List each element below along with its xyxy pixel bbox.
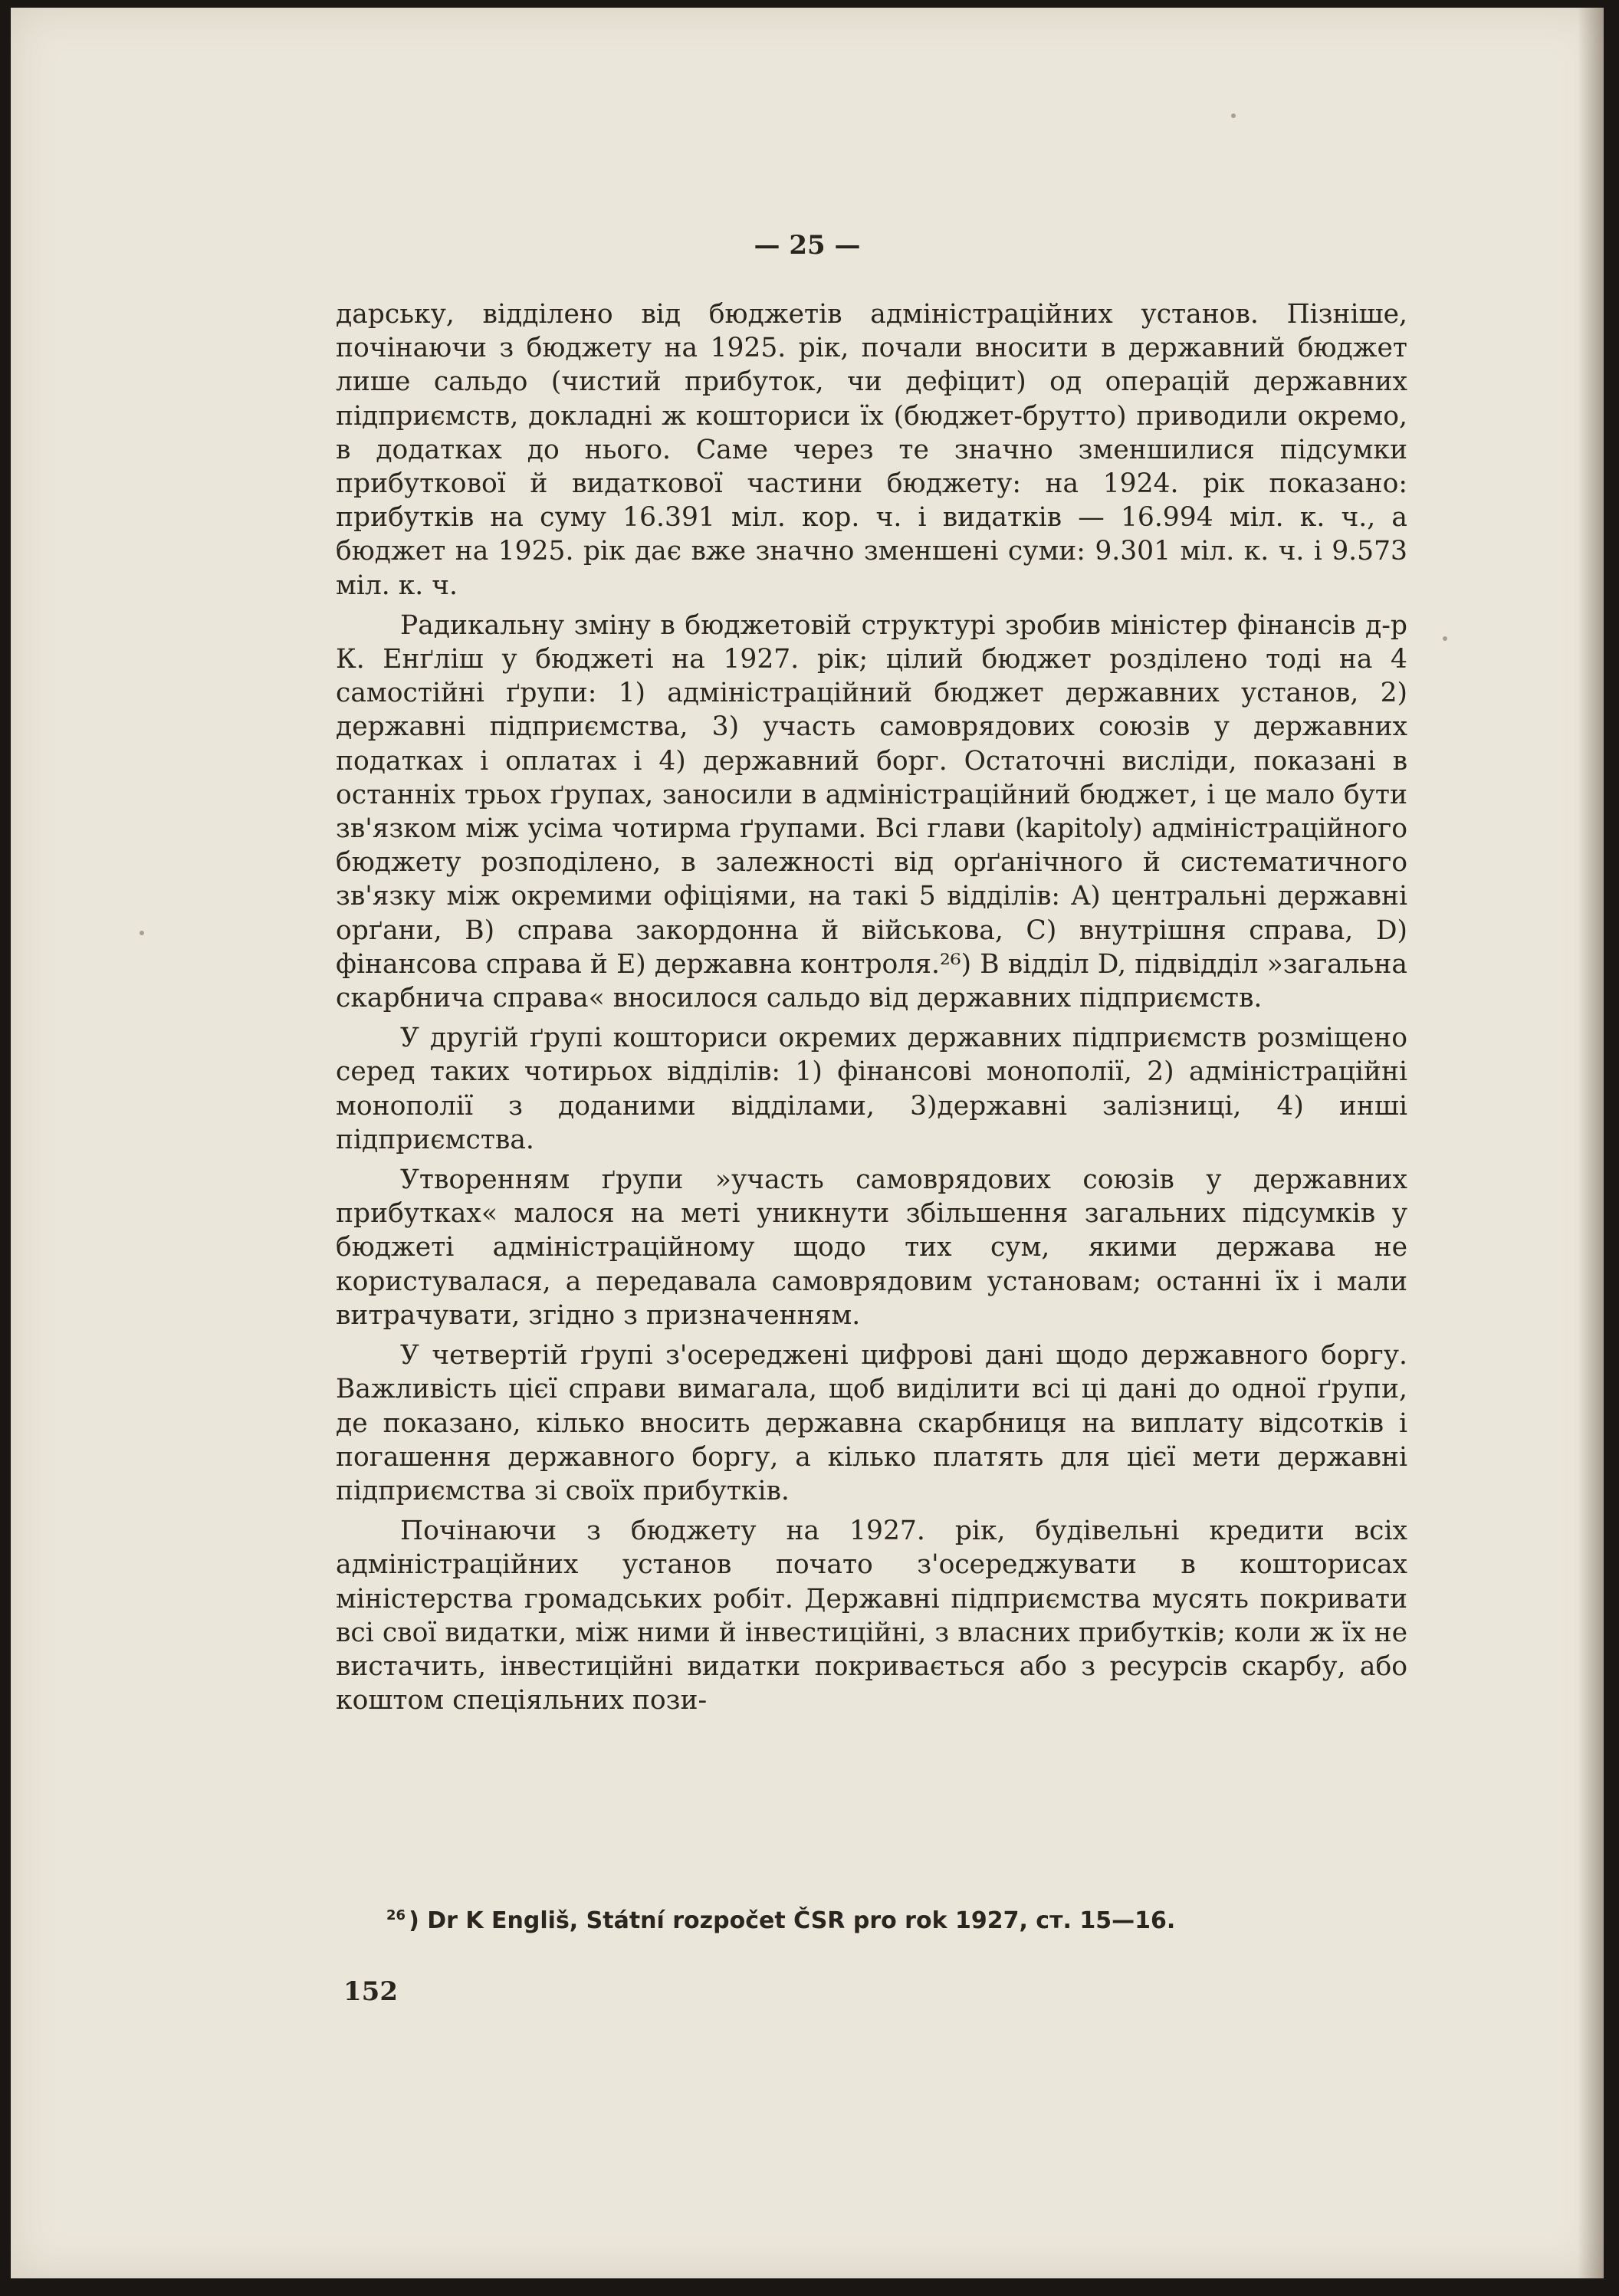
paragraph: дарську, відділено від бюджетів адміністраційних установ. Пізніше, почінаючи з бюджету на 1925. рік, почали вносити в державний бюджет лише сальдо (чистий прибуток, чи дефіцит) од операцій державних підприємств, докладні ж кошториси їх (бюджет-брутто) приводили окремо, в додатках до нього. Саме через те значно зменшилися підсумки прибуткової й видаткової частини бюджету: на 1924. рік показано: прибутків на суму 16.391 міл. кор. ч. і видатків — 16.994 міл. к. ч., а бюджет на 1925. рік дає вже значно зменшені суми: 9.301 міл. к. ч. і 9.573 міл. к. ч. xyxy=(336,299,1407,601)
paper-speck xyxy=(140,931,144,935)
paragraph: Утворенням ґрупи »участь самоврядових союзів у державних прибутках« малося на меті уникнути збільшення загальних підсумків у бюджеті адміністраційному щодо тих сум, якими держава не користувалася, а передавала самоврядовим установам; останні їх і мали витрачувати, згідно з призначенням. xyxy=(336,1164,1407,1331)
paragraph: У четвертій ґрупі з'осереджені цифрові дані щодо державного боргу. Важливість цієї справи вимагала, щоб виділити всі ці дані до одної ґрупи, де показано, кілько вносить державна скарбниця на виплату відсотків і погашення державного боргу, а кілько платять для цієї мети державні підприємства зі своїх прибутків. xyxy=(336,1340,1407,1506)
body-text xyxy=(336,297,1407,1723)
binding-shadow xyxy=(1578,8,1604,2278)
paper-speck xyxy=(1231,113,1236,118)
scanned-page xyxy=(11,8,1604,2278)
footnote-text: ) Dr K Engliš, Státní rozpočet ČSR pro rok 1927, ст. 15—16. xyxy=(409,1907,1176,1934)
footnote xyxy=(386,1907,1175,1934)
paragraph: Почінаючи з бюджету на 1927. рік, будівельні кредити всіх адміністраційних установ почато з'осереджувати в кошторисах міністерства громадських робіт. Державні підприємства мусять покривати всі свої видатки, між ними й інвестиційні, з власних прибутків; коли ж їх не вистачить, інвестиційні видатки покривається або з ресурсів скарбу, або коштом спеціяльних пози- xyxy=(336,1516,1407,1716)
paragraph: У другій ґрупі кошториси окремих державних підприємств розміщено серед таких чотирьох відділів: 1) фінансові монополії, 2) адміністраційні монополії з доданими відділами, 3)державні залізниці, 4) инші підприємства. xyxy=(336,1023,1407,1155)
paragraph: Радикальну зміну в бюджетовій структурі зробив міністер фінансів д-р К. Енґліш у бюджеті на 1927. рік; цілий бюджет розділено тоді на 4 самостійні ґрупи: 1) адміністраційний бюджет державних установ, 2) державні підприємства, 3) участь самоврядових союзів у державних податках і оплатах і 4) державний борг. Остаточні висліди, показані в останніх трьох ґрупах, заносили в адміністраційний бюджет, і це мало бути зв'язком між усіма чотирма ґрупами. Всі глави (kapitoly) адміністраційного бюджету розподілено, в залежності від орґанічного й систематичного зв'язку між окремими офіціями, на такі 5 відділів: A) центральні державні орґани, B) справа закордонна й військова, C) внутрішня справа, D) фінансова справа й E) державна контроля.²⁶) В відділ D, підвідділ »загальна скарбнича справа« вносилося сальдо від державних підприємств. xyxy=(336,609,1407,1014)
running-page-number: — 25 — xyxy=(754,230,861,261)
book-page-number: 152 xyxy=(343,1976,398,2007)
paper-speck xyxy=(1443,636,1447,641)
footnote-marker: 26 xyxy=(386,1907,406,1923)
